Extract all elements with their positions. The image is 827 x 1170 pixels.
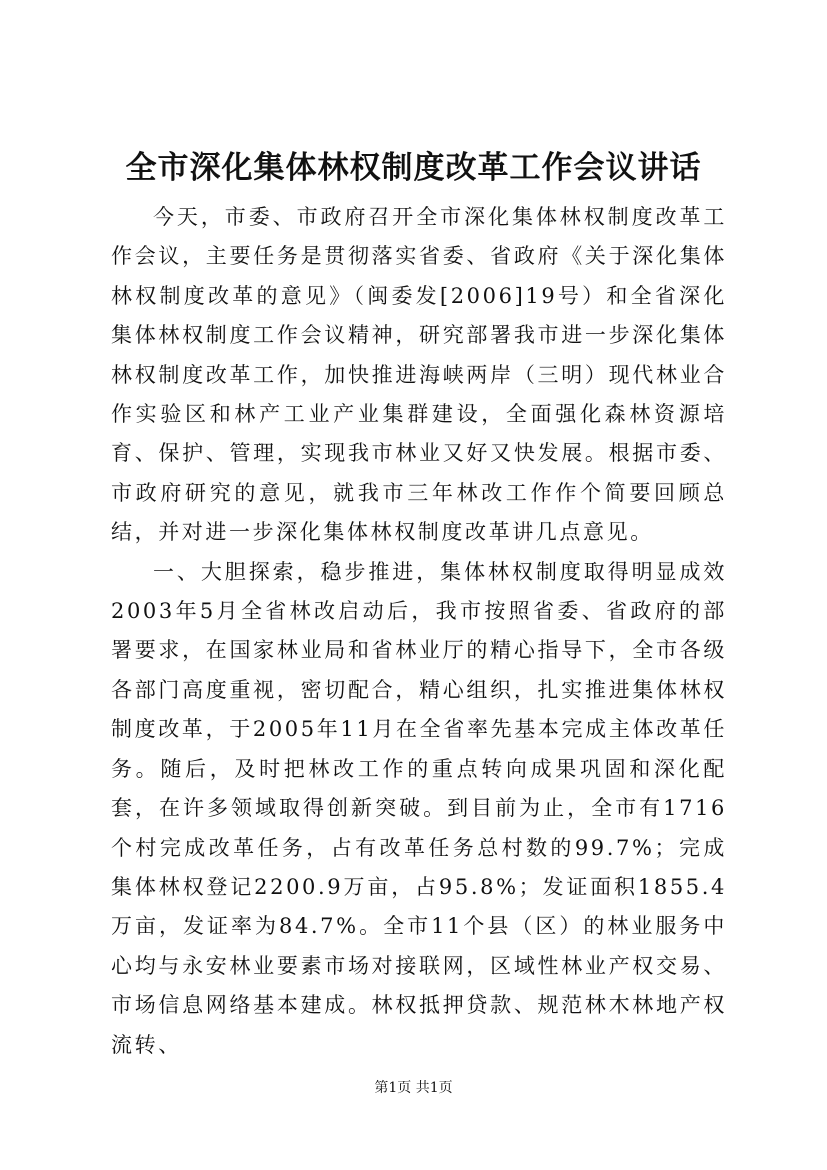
paragraph-section-one: 一、大胆探索，稳步推进，集体林权制度取得明显成效 2003年5月全省林改启动后，我市按照省委、省政府的部署要求，在国家林业局和省林业厅的精心指导下，全市各级各部门高度重视，密切配合，精心组织，扎实推进集体林权制度改革，于2005年11月在全省率先基本完成主体改革任务。随后，及时把林改工作的重点转向成果巩固和深化配套，在许多领域取得创新突破。到目前为止，全市有1716个村完成改革任务，占有改革任务总村数的99.7%；完成集体林权登记2200.9万亩，占95.8%；发证面积1855.4万亩，发证率为84.7%。全市11个县（区）的林业服务中心均与永安林业要素市场对接联网，区域性林业产权交易、市场信息网络基本建成。林权抵押贷款、规范林木林地产权流转、	[111, 559, 727, 1057]
document-title: 全市深化集体林权制度改革工作会议讲话	[125, 150, 702, 186]
page-number-footer: 第1页 共1页	[374, 1080, 453, 1096]
paragraph-intro: 今天，市委、市政府召开全市深化集体林权制度改革工作会议，主要任务是贯彻落实省委、省政府《关于深化集体林权制度改革的意见》（闽委发[2006]19号）和全省深化集体林权制度工作会议精神，研究部署我市进一步深化集体林权制度改革工作，加快推进海峡两岸（三明）现代林业合作实验区和林产工业产业集群建设，全面强化森林资源培育、保护、管理，实现我市林业又好又快发展。根据市委、市政府研究的意见，就我市三年林改工作作个简要回顾总结，并对进一步深化集体林权制度改革讲几点意见。	[111, 205, 727, 545]
document-body	[111, 198, 727, 1065]
